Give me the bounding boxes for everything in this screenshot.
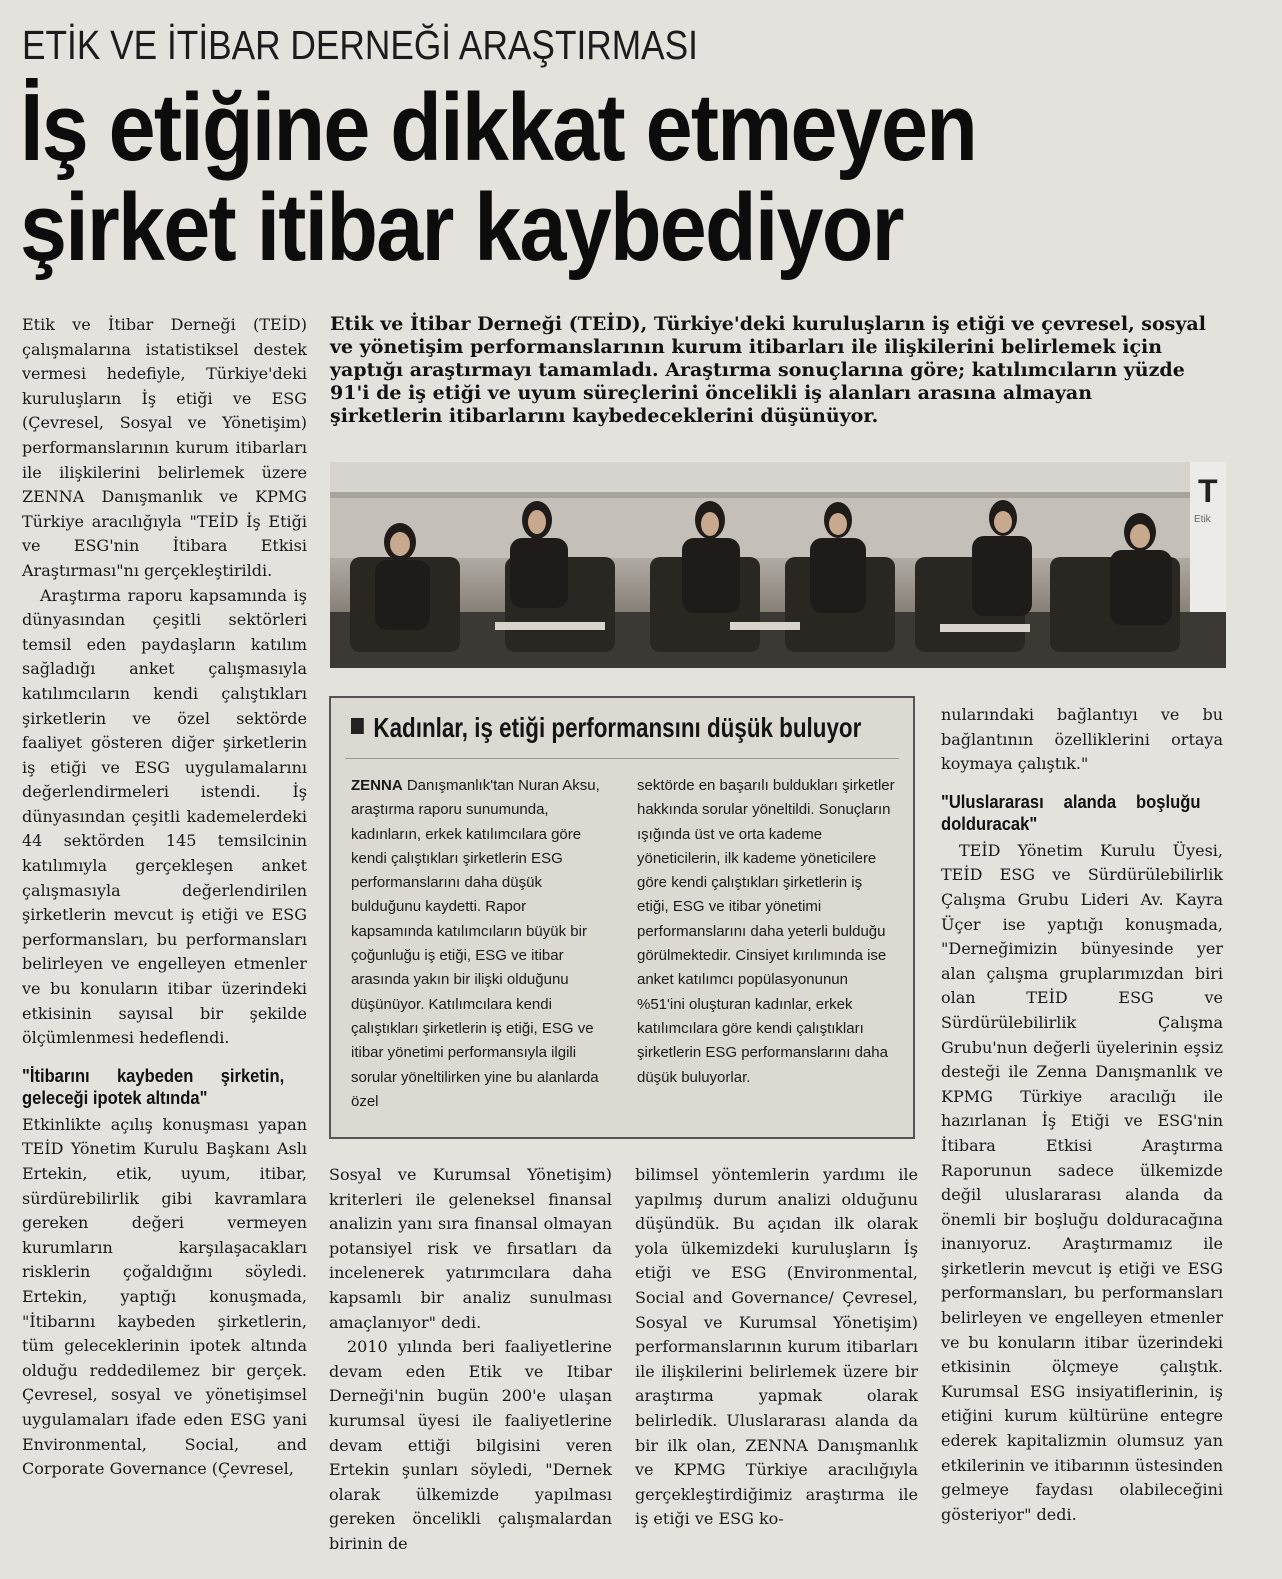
middle-column	[329, 1163, 612, 1557]
third-paragraph-1: bilimsel yöntemlerin yardımı ile yapılmış durum analizi olduğunu düşündük. Bu açıdan ilk olarak yola ülkemizdeki kuruluşların İş etiği ve ESG (Environmental, Social and Governance/ Çevresel, Sosyal ve Kurumsal Yönetişim) performanslarının kurum itibarları ile ilişkilerini belirlemek üzere bir araştırma yapmak olarak belirledik. Uluslararası alanda da bir ilk olan, ZENNA Danışmanlık ve KPMG Türkiye aracılığıyla gerçekleştirdiğimiz araştırma ile iş etiği ve ESG ko-	[635, 1165, 918, 1529]
left-paragraph-3: Etkinlikte açılış konuşması yapan TEİD Yönetim Kurulu Başkanı Aslı Ertekin, etik, uyum, itibar, sürdürebilirlik gibi kavramlara gereken değeri vermeyen kurumların karşılaşacakları risklerin çoğaldığını söyledi. Ertekin, yaptığı konuşmada, "İtibarını kaybeden şirketlerin, tüm geleceklerinin ipotek altında olduğu reddedilemez bir gerçek. Çevresel, sosyal ve yönetişimsel uygulamaları ifade eden ESG yani Environmental, Social, and Corporate Governance (Çevresel,	[22, 1114, 307, 1479]
panel-discussion-image	[330, 462, 1226, 668]
box-column-2	[637, 774, 897, 1090]
left-column	[22, 313, 307, 1482]
headline-line-2: şirket itibar kaybediyor	[20, 174, 903, 281]
middle-paragraph-2: 2010 yılında beri faaliyetlerine devam eden Etik ve Itibar Derneği'nin bugün 200'e ulaşan kurumsal üyesi ile faaliyetlerine devam ettiği bilgisini veren Ertekin şunları söyledi, "Dernek olarak ülkemizde yapılması gereken öncelikli çalışmalardan birinin de	[329, 1337, 612, 1553]
panel-photo	[330, 462, 1226, 668]
right-paragraph-2: TEİD Yönetim Kurulu Üyesi, TEİD ESG ve Sürdürülebilirlik Çalışma Grubu Lideri Av. Kayra Üçer ise yaptığı konuşmada, "Derneğimizin bünyesinde yer alan çalışma gruplarımızdan biri olan TEİD ESG ve Sürdürülebilirlik Çalışma Grubu'nun değerli üyelerinin eşsiz desteği ile Zenna Danışmanlık ve KPMG Türkiye aracılığı ile hazırlanan İş Etiği ve ESG'nin İtibara Etkisi Araştırma Raporunun sadece ülkemizde değil uluslararası alanda da önemli bir boşluğu dolduracağına inanıyoruz. Araştırmamız ile şirketlerin mevcut iş etiği ve ESG performansları, bu performansları belirleyen ve engelleyen etmenler ve bu konuların itibar üzerindeki etkisinin ölçmeye çalıştık. Kurumsal ESG insiyatiflerinin, iş etiğini kurum kültürüne entegre ederek kapitalizmin olumsuz yan etkilerinin ve itibarının üstesinden gelmeye faydası olabileceğini gösteriyor" dedi.	[941, 840, 1223, 1524]
headline-line-1: İş etiğine dikkat etmeyen	[20, 74, 977, 181]
right-column	[941, 703, 1223, 1527]
box-bullet-icon	[351, 718, 364, 734]
left-subheading: "İtibarını kaybeden şirketin, geleceği ipotek altında"	[22, 1065, 285, 1108]
box-column-1	[351, 774, 611, 1114]
middle-paragraph-1: Sosyal ve Kurumsal Yönetişim) kriterleri ile geleneksel finansal analizin yanı sıra finansal olmayan potansiyel risk ve fırsatları da incelenerek yatırımcılara daha kapsamlı bir analiz sunulması amaçlanıyor" dedi.	[329, 1165, 612, 1332]
article-headline	[20, 74, 1208, 281]
sidebar-box	[329, 696, 915, 1139]
box-text-1: Danışmanlık'tan Nuran Aksu, araştırma raporu sunumunda, kadınların, erkek katılımcılara göre kendi çalıştıkları şirketlerin ESG performanslarını daha düşük bulduğunu kaydetti. Rapor kapsamında katılımcıların büyük bir çoğunluğu iş etiği, ESG ve itibar arasında yakın bir ilişki olduğunu düşünüyor. Katılımcılara kendi çalıştıkları şirketlerin iş etiği, ESG ve itibar yönetimi performansıyla ilgili sorular yöneltilirken yine bu alanlarda özel	[351, 777, 600, 1110]
banner-letter: T	[1198, 473, 1218, 509]
article-lead: Etik ve İtibar Derneği (TEİD), Türkiye'deki kuruluşların iş etiği ve çevresel, sosyal ve yönetişim performanslarının kurum itibarları ile ilişkilerini belirlemek için yaptığı araştırmayı tamamladı. Araştırma sonuçlarına göre; katılımcıların yüzde 91'i de iş etiği ve uyum süreçlerini öncelikli iş alanları arasına almayan şirketlerin itibarlarını kaybedeceklerini düşünüyor.	[330, 313, 1206, 427]
third-column	[635, 1163, 918, 1532]
left-paragraph-1: Etik ve İtibar Derneği (TEİD) çalışmalarına istatistiksel destek vermesi hedefiyle, Türkiye'deki kuruluşların İş etiği ve ESG (Çevresel, Sosyal ve Yönetişim) performanslarının kurum itibarları ile ilişkilerini belirlemek üzere ZENNA Danışmanlık ve KPMG Türkiye aracılığıyla "TEİD İş Etiği ve ESG'nin İtibara Etkisi Araştırması"nı gerçekleştirildi.	[22, 315, 307, 580]
box-rule	[345, 758, 899, 759]
box-title	[351, 712, 871, 744]
box-text-2: sektörde en başarılı buldukları şirketler hakkında sorular yöneltildi. Sonuçların ışığında üst ve orta kademe yöneticilerin, ilk kademe yöneticilere göre kendi çalıştıkları şirketlerin iş etiği, ESG ve itibar yönetimi performanslarını daha yeterli bulduğu görülmektedir. Cinsiyet kırılımında ise anket katılımcı popülasyonunun %51'ini oluşturan kadınlar, erkek katılımcılara göre kendi çalıştıkları şirketlerin ESG performanslarını daha düşük buluyorlar.	[637, 777, 895, 1086]
left-paragraph-2: Araştırma raporu kapsamında iş dünyasından çeşitli sektörleri temsil eden paydaşların katılım sağladığı anket çalışmasıyla katılımcıların kendi çalıştıkları şirketlerin ve özel sektörde faaliyet gösteren diğer şirketlerin iş etiği ve ESG uygulamalarını değerlendirmeleri istendi. İş dünyasından çeşitli kademelerdeki 44 sektörden 145 temsilcinin katılımıyla gerçekleşen anket çalışmasıyla değerlendirilen şirketlerin mevcut iş etiği ve ESG performansları, bu performansları belirleyen ve engelleyen etmenler ve bu konuların itibar üzerindeki etkisinin sayısal bir şekilde ölçümlenmesi hedeflendi.	[22, 585, 307, 1048]
box-title-text: Kadınlar, iş etiği performansını düşük buluyor	[373, 712, 862, 743]
article-kicker: ETİK VE İTİBAR DERNEĞİ ARAŞTIRMASI	[22, 22, 698, 68]
box-lead-word: ZENNA	[351, 777, 403, 794]
right-paragraph-1: nularındaki bağlantıyı ve bu bağlantının özelliklerini ortaya koymaya çalıştık."	[941, 705, 1223, 774]
banner-word: Etik	[1194, 514, 1211, 525]
right-subheading: "Uluslararası alanda boşluğu dolduracak"	[941, 791, 1201, 834]
